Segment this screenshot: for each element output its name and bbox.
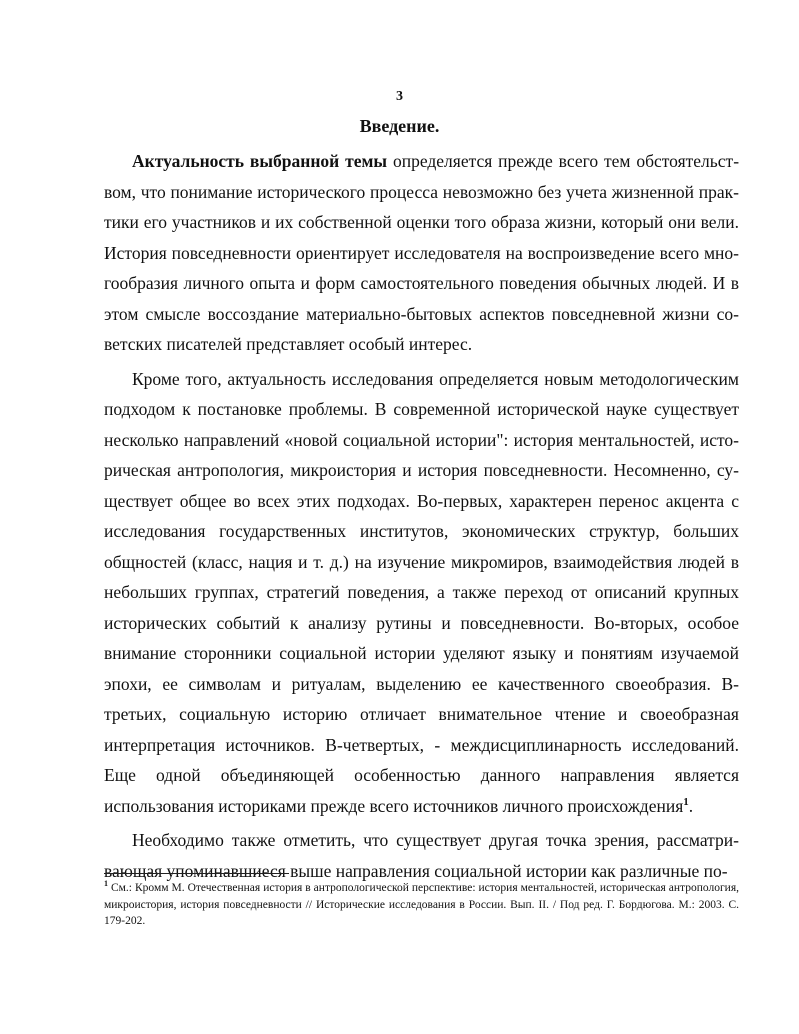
paragraph-1-body: определяется прежде всего тем обстоятельством, что понимание исторического процесса невозможно без учета жизненной практики его участников и их собственной оценки того образа жизни, который они вели. История повседневности ориентирует исследователя на воспроизведение всего многообразия личного опыта и форм самостоятельного поведения обычных людей. И в этом смысле воссоздание материально-бытовых аспектов повседневной жизни советских писателей представляет особый интерес. xyxy=(104,151,740,354)
footnote-reference[interactable]: 1 xyxy=(683,795,689,808)
section-heading: Введение. xyxy=(359,116,440,136)
footnote-divider xyxy=(104,873,289,874)
paragraph-2-body: Кроме того, актуальность исследования определяется новым методологическим подходом к постановке проблемы. В современной исторической науке существует несколько направлений «новой социальной истории": история ментальностей, историческая антропология, микроистория и история повседневности. Несомненно, существует общее во всех этих подходах. Во-первых, характерен перенос акцента с исследования государственных институтов, экономических структур, больших общностей (класс, нация и т. д.) на изучение микромиров, взаимодействия людей в небольших группах, стратегий поведения, а также переход от описаний крупных исторических событий к анализу рутины и повседневности. Во-вторых, особое внимание сторонники социальной истории уделяют языку и понятиям изучаемой эпохи, ее символам и ритуалам, выделению ее качественного своеобразия. В-третьих, социальную историю отличает внимательное чтение и своеобразная интерпретация источников. В-четвертых, - междисциплинарность исследований. Еще одной объединяющей особенностью данного направления является использования историками прежде всего источников личного происхождения xyxy=(104,368,739,816)
paragraph-2-end: . xyxy=(688,795,694,816)
paragraph-3-body: Необходимо также отметить, что существует другая точка зрения, рассматривающая упоминавшиеся выше направления социальной истории как различные по- xyxy=(104,830,739,881)
paragraph-3 xyxy=(104,825,739,889)
body-text xyxy=(104,146,740,889)
footnote xyxy=(104,880,739,930)
paragraph-1-lead: Актуальность выбранной темы xyxy=(132,151,388,171)
paragraph-2 xyxy=(104,364,739,822)
page-number: 3 xyxy=(396,89,403,104)
footnote-marker: 1 xyxy=(104,879,108,889)
footnote-text: См.: Кромм М. Отечественная история в антропологической перспективе: история ментальностей, историческая антропология, микроистория, история повседневности // Исторические исследования в России. Вып. II. / Под ред. Г. Бордюгова. М.: 2003. С. 179-202. xyxy=(104,882,739,927)
paragraph-1 xyxy=(104,146,739,360)
